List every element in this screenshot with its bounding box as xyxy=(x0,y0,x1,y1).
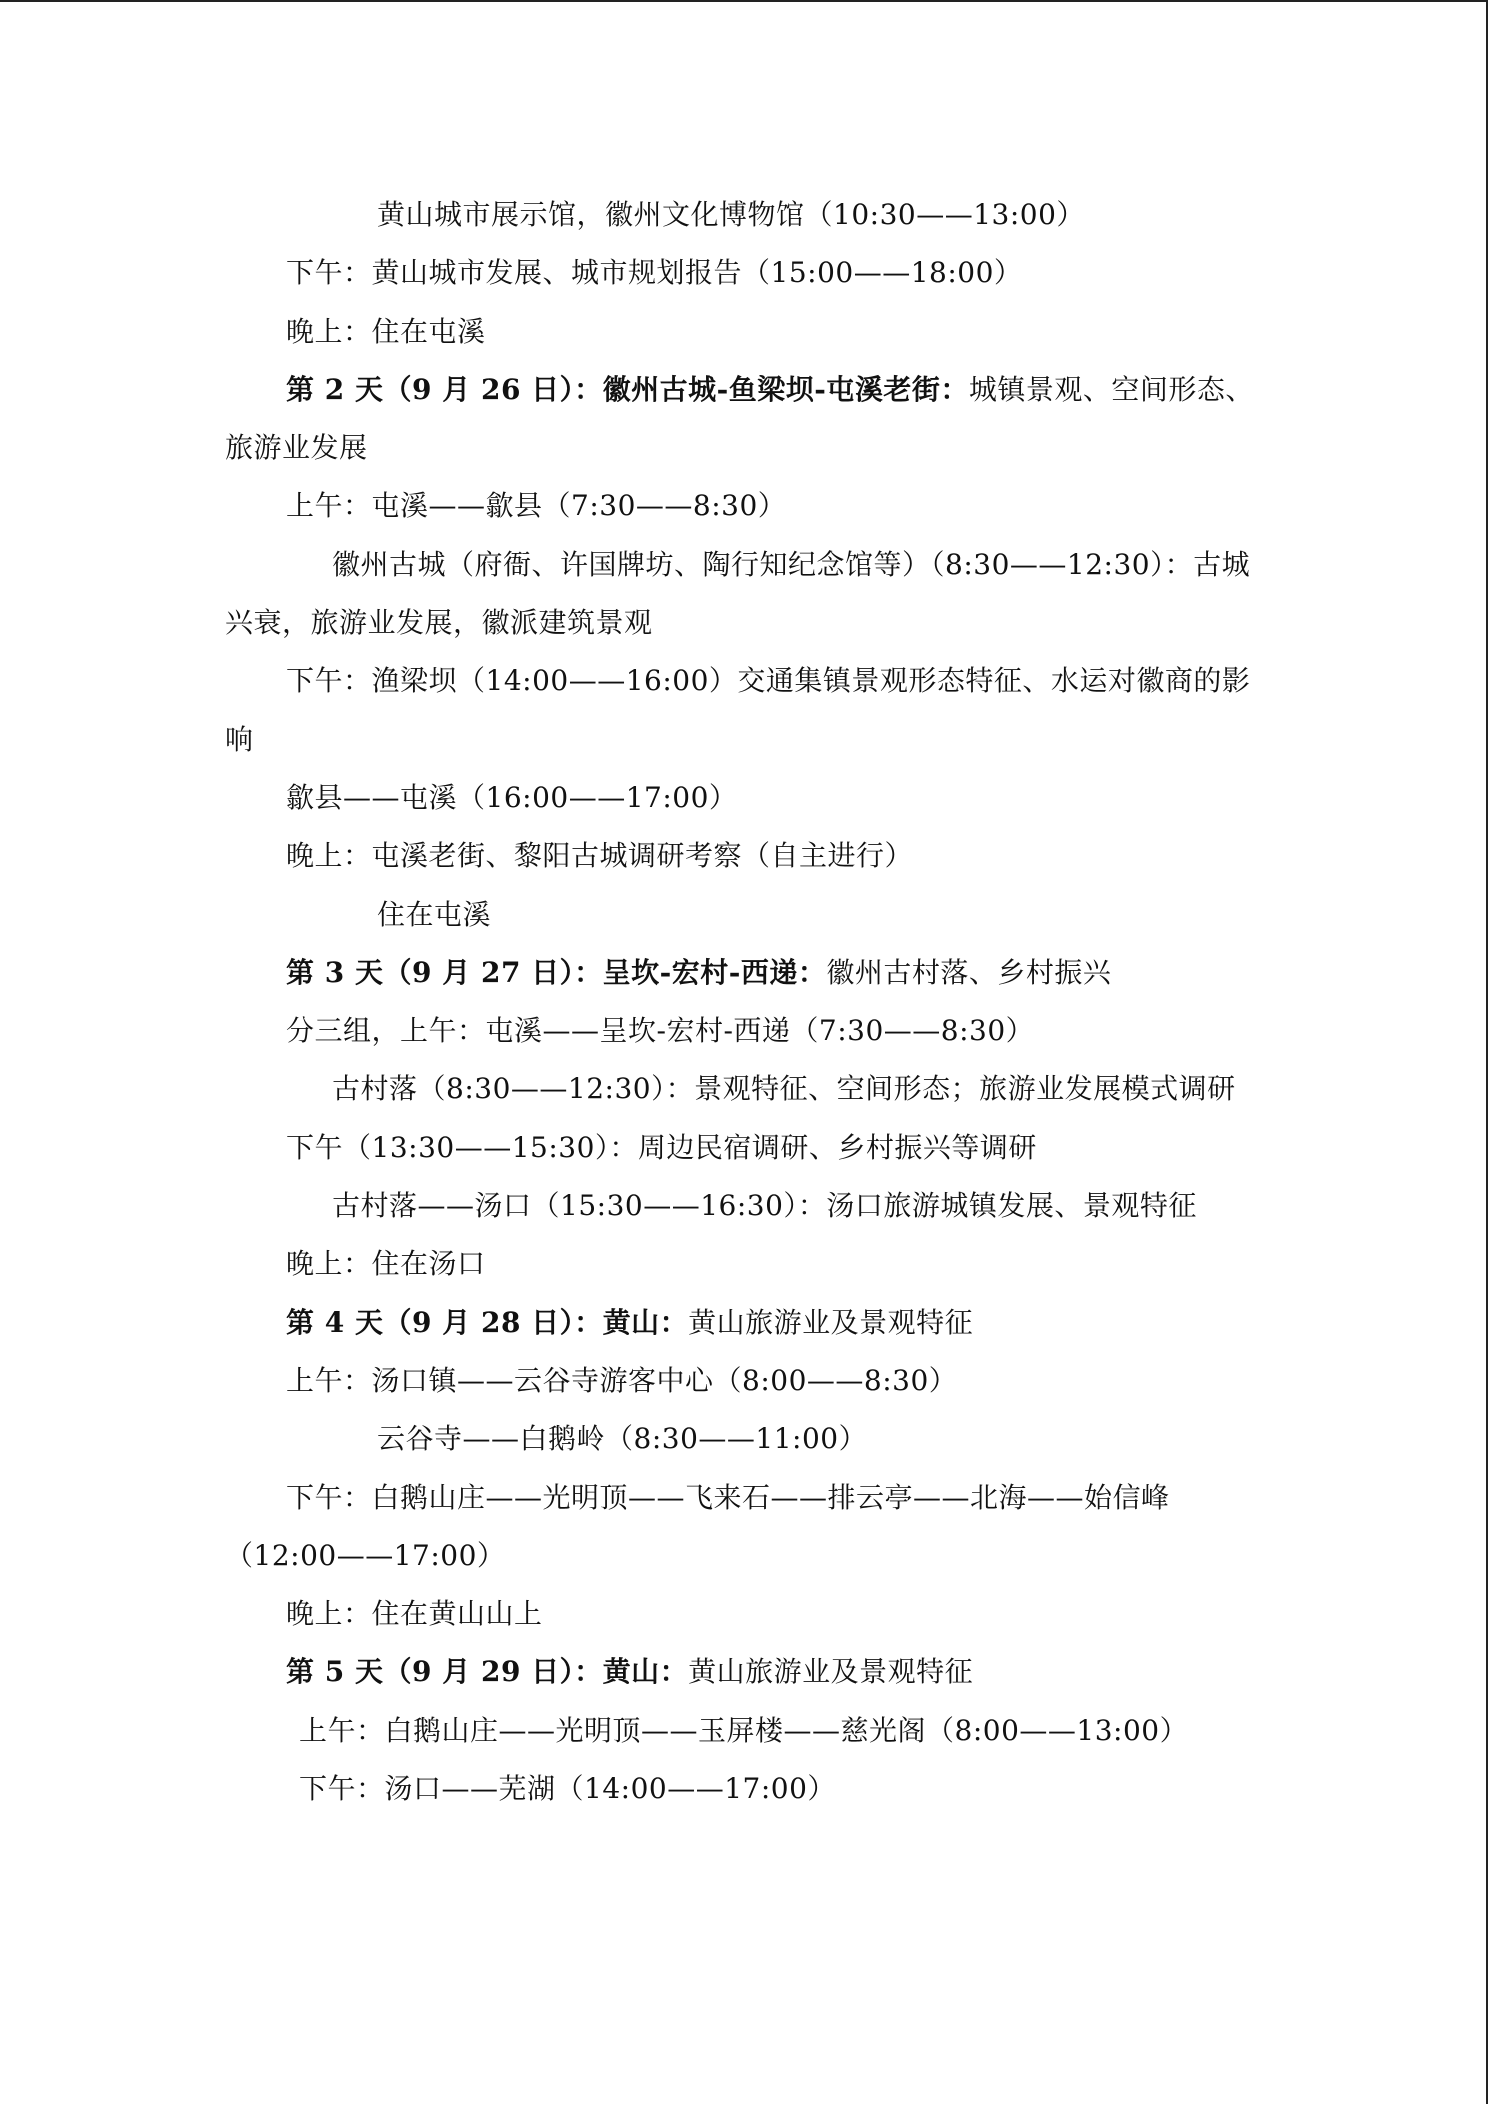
itinerary-line xyxy=(225,536,1265,594)
line-text: 黄山旅游业及景观特征 xyxy=(688,1655,974,1689)
line-text: 歙县——屯溪（16:00——17:00） xyxy=(286,780,738,814)
line-text: 晚上：屯溪老街、黎阳古城调研考察（自主进行） xyxy=(286,839,914,873)
line-text: 上午：屯溪——歙县（7:30——8:30） xyxy=(286,489,787,523)
line-text: 下午：渔梁坝（14:00——16:00）交通集镇景观形态特征、水运对徽商的影 xyxy=(286,664,1251,698)
line-text: 黄山城市展示馆，徽州文化博物馆（10:30——13:00） xyxy=(377,198,1085,231)
line-text: 上午：白鹅山庄——光明顶——玉屏楼——慈光阁（8:00——13:00） xyxy=(299,1713,1189,1747)
itinerary-line xyxy=(225,303,1265,361)
line-text: 徽州古城（府衙、许国牌坊、陶行知纪念馆等）（8:30——12:30）：古城 xyxy=(332,547,1251,581)
line-text: 下午：黄山城市发展、城市规划报告（15:00——18:00） xyxy=(286,256,1023,290)
day-heading-title: 第 3 天（9 月 27 日）：呈坎-宏村-西递： xyxy=(286,955,827,989)
itinerary-line xyxy=(225,711,1265,769)
itinerary-line xyxy=(225,1352,1265,1410)
itinerary-line xyxy=(225,594,1265,652)
line-text: 黄山旅游业及景观特征 xyxy=(688,1305,974,1339)
itinerary-line xyxy=(225,1702,1265,1760)
line-text: 下午：白鹅山庄——光明顶——飞来石——排云亭——北海——始信峰 xyxy=(286,1480,1170,1514)
document-body xyxy=(225,186,1265,1818)
line-text: 徽州古村落、乡村振兴 xyxy=(826,955,1112,989)
itinerary-line xyxy=(225,769,1265,827)
itinerary-line xyxy=(225,1060,1265,1118)
itinerary-line xyxy=(225,1585,1265,1643)
day-heading xyxy=(225,944,1265,1002)
line-text: 下午（13:30——15:30）：周边民宿调研、乡村振兴等调研 xyxy=(286,1130,1037,1164)
itinerary-line xyxy=(225,1235,1265,1293)
itinerary-line xyxy=(225,477,1265,535)
line-text: 上午：汤口镇——云谷寺游客中心（8:00——8:30） xyxy=(286,1363,958,1397)
line-text: 晚上：住在汤口 xyxy=(286,1247,486,1281)
page-border-top xyxy=(0,0,1488,2)
line-text: 晚上：住在屯溪 xyxy=(286,314,486,348)
line-text: 分三组，上午：屯溪——呈坎-宏村-西递（7:30——8:30） xyxy=(286,1014,1035,1048)
itinerary-line xyxy=(225,244,1265,302)
itinerary-line xyxy=(225,1527,1265,1585)
itinerary-line xyxy=(225,186,1265,244)
itinerary-line xyxy=(225,1469,1265,1527)
itinerary-line xyxy=(225,886,1265,944)
day-heading xyxy=(225,361,1265,419)
day-heading-title: 第 5 天（9 月 29 日）：黄山： xyxy=(286,1655,689,1689)
day-heading xyxy=(225,1294,1265,1352)
itinerary-line xyxy=(225,1177,1265,1235)
itinerary-line xyxy=(225,1002,1265,1060)
line-text: 晚上：住在黄山山上 xyxy=(286,1597,543,1631)
itinerary-line xyxy=(225,419,1265,477)
line-text: 城镇景观、空间形态、 xyxy=(968,372,1254,406)
line-text: 兴衰，旅游业发展，徽派建筑景观 xyxy=(225,606,653,640)
itinerary-line xyxy=(225,1760,1265,1818)
day-heading xyxy=(225,1643,1265,1701)
itinerary-line xyxy=(225,827,1265,885)
line-text: 下午：汤口——芜湖（14:00——17:00） xyxy=(299,1772,836,1806)
day-heading-title: 第 4 天（9 月 28 日）：黄山： xyxy=(286,1305,689,1339)
itinerary-line xyxy=(225,1410,1265,1468)
itinerary-line xyxy=(225,652,1265,710)
line-text: （12:00——17:00） xyxy=(225,1538,506,1572)
line-text: 旅游业发展 xyxy=(225,431,368,465)
line-text: 响 xyxy=(225,722,254,756)
line-text: 古村落（8:30——12:30）：景观特征、空间形态；旅游业发展模式调研 xyxy=(332,1072,1236,1106)
line-text: 住在屯溪 xyxy=(377,897,492,931)
day-heading-title: 第 2 天（9 月 26 日）：徽州古城-鱼梁坝-屯溪老街： xyxy=(286,372,969,406)
line-text: 云谷寺——白鹅岭（8:30——11:00） xyxy=(377,1422,868,1456)
line-text: 古村落——汤口（15:30——16:30）：汤口旅游城镇发展、景观特征 xyxy=(332,1189,1197,1223)
itinerary-line xyxy=(225,1119,1265,1177)
